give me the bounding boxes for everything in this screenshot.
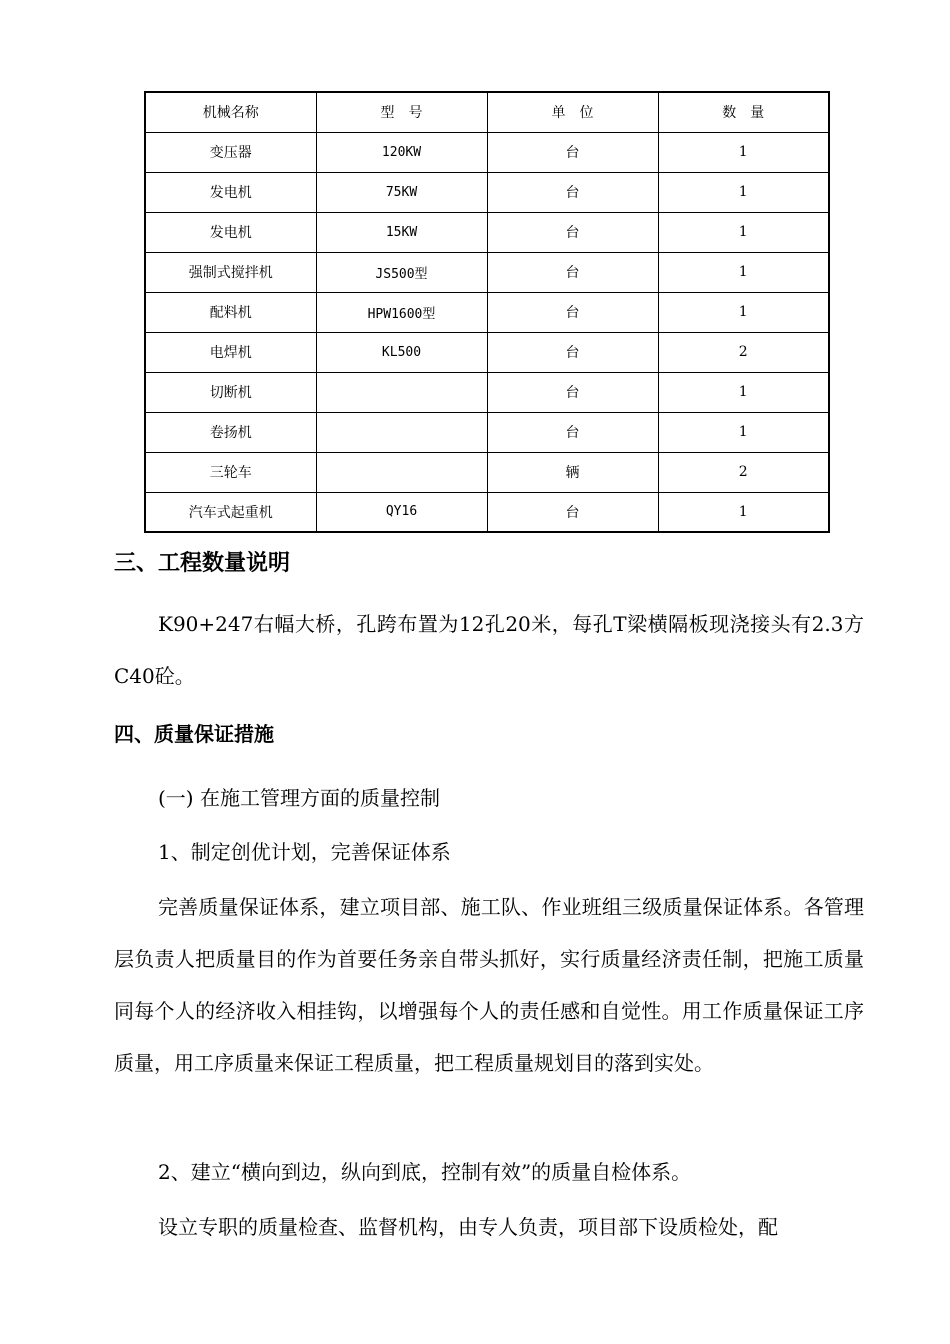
cell-name: 切断机 bbox=[145, 372, 316, 412]
cell-unit: 台 bbox=[487, 252, 658, 292]
cell-model: QY16 bbox=[316, 492, 487, 532]
cell-qty: 1 bbox=[658, 492, 829, 532]
cell-name: 电焊机 bbox=[145, 332, 316, 372]
item2-title: 2、建立“横向到边，纵向到底，控制有效”的质量自检体系。 bbox=[158, 1160, 692, 1184]
cell-model bbox=[316, 452, 487, 492]
table-row bbox=[145, 412, 829, 452]
cell-unit: 台 bbox=[487, 332, 658, 372]
cell-unit: 台 bbox=[487, 372, 658, 412]
cell-name: 变压器 bbox=[145, 132, 316, 172]
table-header-row bbox=[145, 92, 829, 132]
cell-qty: 1 bbox=[658, 212, 829, 252]
cell-qty: 1 bbox=[658, 132, 829, 172]
section4-heading: 四、质量保证措施 bbox=[114, 722, 274, 746]
cell-unit: 台 bbox=[487, 412, 658, 452]
equipment-table bbox=[144, 91, 830, 533]
cell-model bbox=[316, 412, 487, 452]
header-cell-model: 型 号 bbox=[316, 92, 487, 132]
item1-title: 1、制定创优计划，完善保证体系 bbox=[158, 840, 451, 864]
table-row bbox=[145, 252, 829, 292]
cell-name: 配料机 bbox=[145, 292, 316, 332]
cell-unit: 台 bbox=[487, 492, 658, 532]
cell-qty: 1 bbox=[658, 372, 829, 412]
cell-qty: 1 bbox=[658, 292, 829, 332]
cell-name: 汽车式起重机 bbox=[145, 492, 316, 532]
table-row bbox=[145, 332, 829, 372]
cell-name: 卷扬机 bbox=[145, 412, 316, 452]
cell-qty: 2 bbox=[658, 332, 829, 372]
table-row bbox=[145, 492, 829, 532]
cell-qty: 1 bbox=[658, 412, 829, 452]
section4-paragraph2: 设立专职的质量检查、监督机构，由专人负责，项目部下设质检处，配 bbox=[158, 1215, 778, 1239]
header-cell-unit: 单 位 bbox=[487, 92, 658, 132]
header-cell-name: 机械名称 bbox=[145, 92, 316, 132]
cell-name: 发电机 bbox=[145, 212, 316, 252]
cell-unit: 台 bbox=[487, 292, 658, 332]
cell-name: 强制式搅拌机 bbox=[145, 252, 316, 292]
cell-qty: 2 bbox=[658, 452, 829, 492]
cell-model: HPW1600型 bbox=[316, 292, 487, 332]
cell-unit: 台 bbox=[487, 172, 658, 212]
section4-paragraph1: 完善质量保证体系，建立项目部、施工队、作业班组三级质量保证体系。各管理层负责人把质量目的作为首要任务亲自带头抓好，实行质量经济责任制，把施工质量同每个人的经济收入相挂钩，以增强每个人的责任感和自觉性。用工作质量保证工序质量，用工序质量来保证工程质量，把工程质量规划目的落到实处。 bbox=[114, 895, 864, 1075]
subsection-title: (一) 在施工管理方面的质量控制 bbox=[158, 786, 440, 810]
section3-heading: 三、工程数量说明 bbox=[114, 550, 291, 576]
table-row bbox=[145, 132, 829, 172]
header-cell-qty: 数 量 bbox=[658, 92, 829, 132]
table-row bbox=[145, 452, 829, 492]
cell-model: 15KW bbox=[316, 212, 487, 252]
cell-model: KL500 bbox=[316, 332, 487, 372]
table-row bbox=[145, 172, 829, 212]
cell-qty: 1 bbox=[658, 172, 829, 212]
cell-unit: 辆 bbox=[487, 452, 658, 492]
cell-qty: 1 bbox=[658, 252, 829, 292]
cell-model: JS500型 bbox=[316, 252, 487, 292]
table-row bbox=[145, 372, 829, 412]
section3-paragraph: K90+247右幅大桥，孔跨布置为12孔20米，每孔T梁横隔板现浇接头有2.3方C40砼。 bbox=[114, 612, 864, 688]
cell-unit: 台 bbox=[487, 212, 658, 252]
cell-model: 120KW bbox=[316, 132, 487, 172]
cell-name: 三轮车 bbox=[145, 452, 316, 492]
table-row bbox=[145, 292, 829, 332]
cell-model bbox=[316, 372, 487, 412]
cell-name: 发电机 bbox=[145, 172, 316, 212]
table-row bbox=[145, 212, 829, 252]
cell-unit: 台 bbox=[487, 132, 658, 172]
cell-model: 75KW bbox=[316, 172, 487, 212]
